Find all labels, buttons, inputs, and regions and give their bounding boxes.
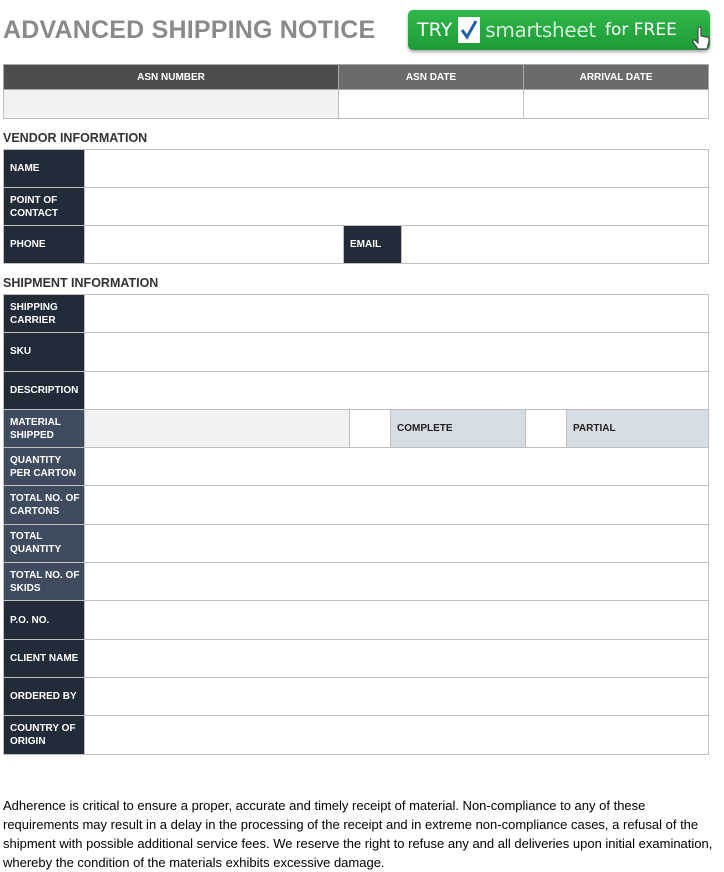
point-of-contact-field[interactable] [85, 188, 709, 226]
page-title: ADVANCED SHIPPING NOTICE [3, 16, 376, 44]
name-field[interactable] [85, 150, 709, 188]
sku-field[interactable] [85, 333, 709, 371]
point-of-contact-label: POINT OF CONTACT [4, 188, 85, 226]
complete-checkbox[interactable] [350, 409, 391, 447]
arrival-date-field[interactable] [524, 90, 709, 119]
ordered-by-label: ORDERED BY [4, 677, 85, 715]
arrival-date-header: ARRIVAL DATE [524, 65, 709, 90]
phone-field[interactable] [85, 226, 344, 264]
country-of-origin-label: COUNTRY OF ORIGIN [4, 716, 85, 754]
email-field[interactable] [402, 226, 709, 264]
name-label: NAME [4, 150, 85, 188]
shipment-section-title: SHIPMENT INFORMATION [3, 276, 159, 290]
partial-checkbox[interactable] [526, 409, 567, 447]
client-name-field[interactable] [85, 639, 709, 677]
banner-free-text: for FREE [604, 20, 677, 40]
banner-brand-text: smartsheet [485, 18, 596, 42]
asn-table [3, 64, 709, 119]
description-field[interactable] [85, 371, 709, 409]
ordered-by-field[interactable] [85, 677, 709, 715]
pointer-hand-icon [690, 26, 712, 52]
total-skids-label: TOTAL NO. OF SKIDS [4, 563, 85, 601]
quantity-per-carton-label: QUANTITY PER CARTON [4, 448, 85, 486]
total-quantity-label: TOTAL QUANTITY [4, 524, 85, 562]
total-cartons-field[interactable] [85, 486, 709, 524]
asn-number-header: ASN NUMBER [4, 65, 339, 90]
po-number-label: P.O. NO. [4, 601, 85, 639]
partial-label: PARTIAL [567, 409, 709, 447]
banner-try-text: TRY [417, 19, 453, 41]
client-name-label: CLIENT NAME [4, 639, 85, 677]
shipping-carrier-field[interactable] [85, 295, 709, 333]
asn-number-field[interactable] [4, 90, 339, 119]
quantity-per-carton-field[interactable] [85, 448, 709, 486]
asn-date-header: ASN DATE [339, 65, 524, 90]
total-cartons-label: TOTAL NO. OF CARTONS [4, 486, 85, 524]
email-label: EMAIL [344, 226, 402, 264]
material-shipped-label: MATERIAL SHIPPED [4, 409, 85, 447]
vendor-section-title: VENDOR INFORMATION [3, 131, 148, 145]
asn-date-field[interactable] [339, 90, 524, 119]
smartsheet-check-icon [458, 17, 480, 43]
try-smartsheet-banner[interactable] [408, 10, 710, 50]
complete-label: COMPLETE [391, 409, 526, 447]
vendor-table [3, 149, 709, 264]
description-label: DESCRIPTION [4, 371, 85, 409]
shipping-carrier-label: SHIPPING CARRIER [4, 295, 85, 333]
country-of-origin-field[interactable] [85, 716, 709, 754]
phone-label: PHONE [4, 226, 85, 264]
total-skids-field[interactable] [85, 563, 709, 601]
total-quantity-field[interactable] [85, 524, 709, 562]
compliance-note: Adherence is critical to ensure a proper, accurate and timely receipt of material. Non-compliance to any of these requirements may result in a delay in the processing of the receipt and in extreme non-compliance cases, a refusal of the shipment with possible additional service fees. We reserve the right to refuse any and all deliveries upon initial examination, whereby the condition of the materials exhibits excessive damage. [3, 798, 713, 870]
sku-label: SKU [4, 333, 85, 371]
po-number-field[interactable] [85, 601, 709, 639]
shipment-table [3, 294, 709, 755]
material-shipped-field[interactable] [85, 409, 350, 447]
